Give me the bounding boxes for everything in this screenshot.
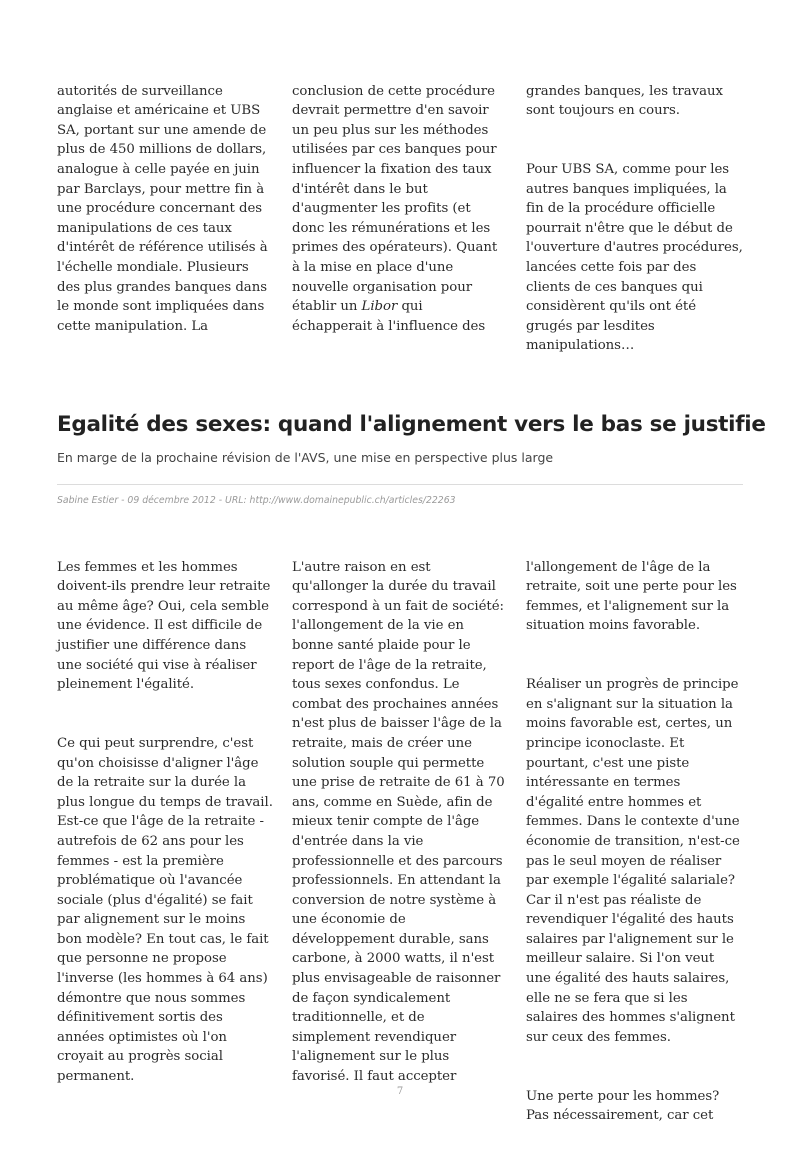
libor-term: Libor xyxy=(361,299,398,315)
article-paragraph: L'autre raison en est qu'allonger la durée du travail correspond à un fait de société: l'allongement de la vie en bonne santé plaide pour le report de l'âge de la retraite, tous sexes confondus. Le combat des prochaines années n'est plus de baisser l'âge de la retraite, mais de créer une solution souple qui permette une prise de retraite de 61 à 70 ans, comme en Suède, afin de mieux tenir compte de l'âge d'entrée dans la vie professionnelle et des parcours professionnels. En attendant la conversion de notre système à une économie de développement durable, sans carbone, à 2000 watts, il n'est plus envisageable de raisonner de façon syndicalement traditionnelle, et de simplement revendiquer l'alignement sur le plus favorisé. Il faut accepter xyxy=(292,559,505,1085)
article-paragraph: Réaliser un progrès de principe en s'alignant sur la situation la moins favorable est, certes, un principe iconoclaste. Et pourtant, c'est une piste intéressante en termes d'égalité entre hommes et femmes. Dans le contexte d'une économie de transition, n'est-ce pas le seul moyen de réaliser par exemple l'égalité salariale? Car il n'est pas réaliste de revendiquer l'égalité des hauts salaires par l'alignement sur le meilleur salaire. Si l'on veut une égalité des hauts salaires, elle ne se fera que si les salaires des hommes s'alignent sur ceux des femmes. xyxy=(526,677,740,1045)
prev-article-column-3 xyxy=(526,62,748,395)
prev-article-paragraph: Pour UBS SA, comme pour les autres banques impliquées, la fin de la procédure officielle pourrait n'être que le début de l'ouverture d'autres procédures, lancées cette fois par des clients de ces banques qui considèrent qu'ils ont été grugés par lesdites manipulations… xyxy=(526,161,743,354)
article-title: Egalité des sexes: quand l'alignement vers le bas se justifie xyxy=(57,412,766,437)
prev-article-text: conclusion de cette procédure devrait permettre d'en savoir un peu plus sur les méthodes utilisées par ces banques pour influencer la fixation des taux d'intérêt dans le but d'augmenter les profits (et donc les rémunérations et les primes des opérateurs). Quant à la mise en place d'une nouvelle organisation pour établir un xyxy=(292,83,498,315)
article-column-3 xyxy=(526,538,748,1165)
article-paragraph: Les femmes et les hommes doivent-ils prendre leur retraite au même âge? Oui, cela semble une évidence. Il est difficile de justifier une différence dans une société qui vise à réaliser pleinement l'égalité. xyxy=(57,559,271,693)
article-column-2 xyxy=(292,538,514,1126)
prev-article-column-2 xyxy=(292,62,512,376)
article-paragraph: Une perte pour les hommes? Pas nécessairement, car cet xyxy=(526,1088,720,1124)
article-byline: Sabine Estier - 09 décembre 2012 - URL: http://www.domainepublic.ch/articles/22263 xyxy=(57,495,456,506)
article-column-1 xyxy=(57,538,279,1126)
prev-article-paragraph: grandes banques, les travaux sont toujours en cours. xyxy=(526,83,723,119)
article-paragraph: Ce qui peut surprendre, c'est qu'on choisisse d'aligner l'âge de la retraite sur la durée la plus longue du temps de travail. Est-ce que l'âge de la retraite - autrefois de 62 ans pour les femmes - est la première problématique où l'avancée sociale (plus d'égalité) se fait par alignement sur le moins bon modèle? En tout cas, le fait que personne ne propose l'inverse (les hommes à 64 ans) démontre que nous sommes définitivement sortis des années optimistes où l'on croyait au progrès social permanent. xyxy=(57,735,273,1085)
prev-article-paragraph xyxy=(292,82,512,337)
prev-article-text: qui échapperait à l'influence des xyxy=(292,299,486,334)
article-paragraph: l'allongement de l'âge de la retraite, soit une perte pour les femmes, et l'alignement sur la situation moins favorable. xyxy=(526,559,737,634)
header-divider xyxy=(57,484,743,485)
article-subtitle: En marge de la prochaine révision de l'AVS, une mise en perspective plus large xyxy=(57,450,554,465)
page-number: 7 xyxy=(396,1086,404,1097)
prev-article-paragraph: autorités de surveillance anglaise et américaine et UBS SA, portant sur une amende de plus de 450 millions de dollars, analogue à celle payée en juin par Barclays, pour mettre fin à une procédure concernant des manipulations de ces taux d'intérêt de référence utilisés à l'échelle mondiale. Plusieurs des plus grandes banques dans le monde sont impliquées dans cette manipulation. La xyxy=(57,83,268,334)
prev-article-column-1 xyxy=(57,62,277,376)
